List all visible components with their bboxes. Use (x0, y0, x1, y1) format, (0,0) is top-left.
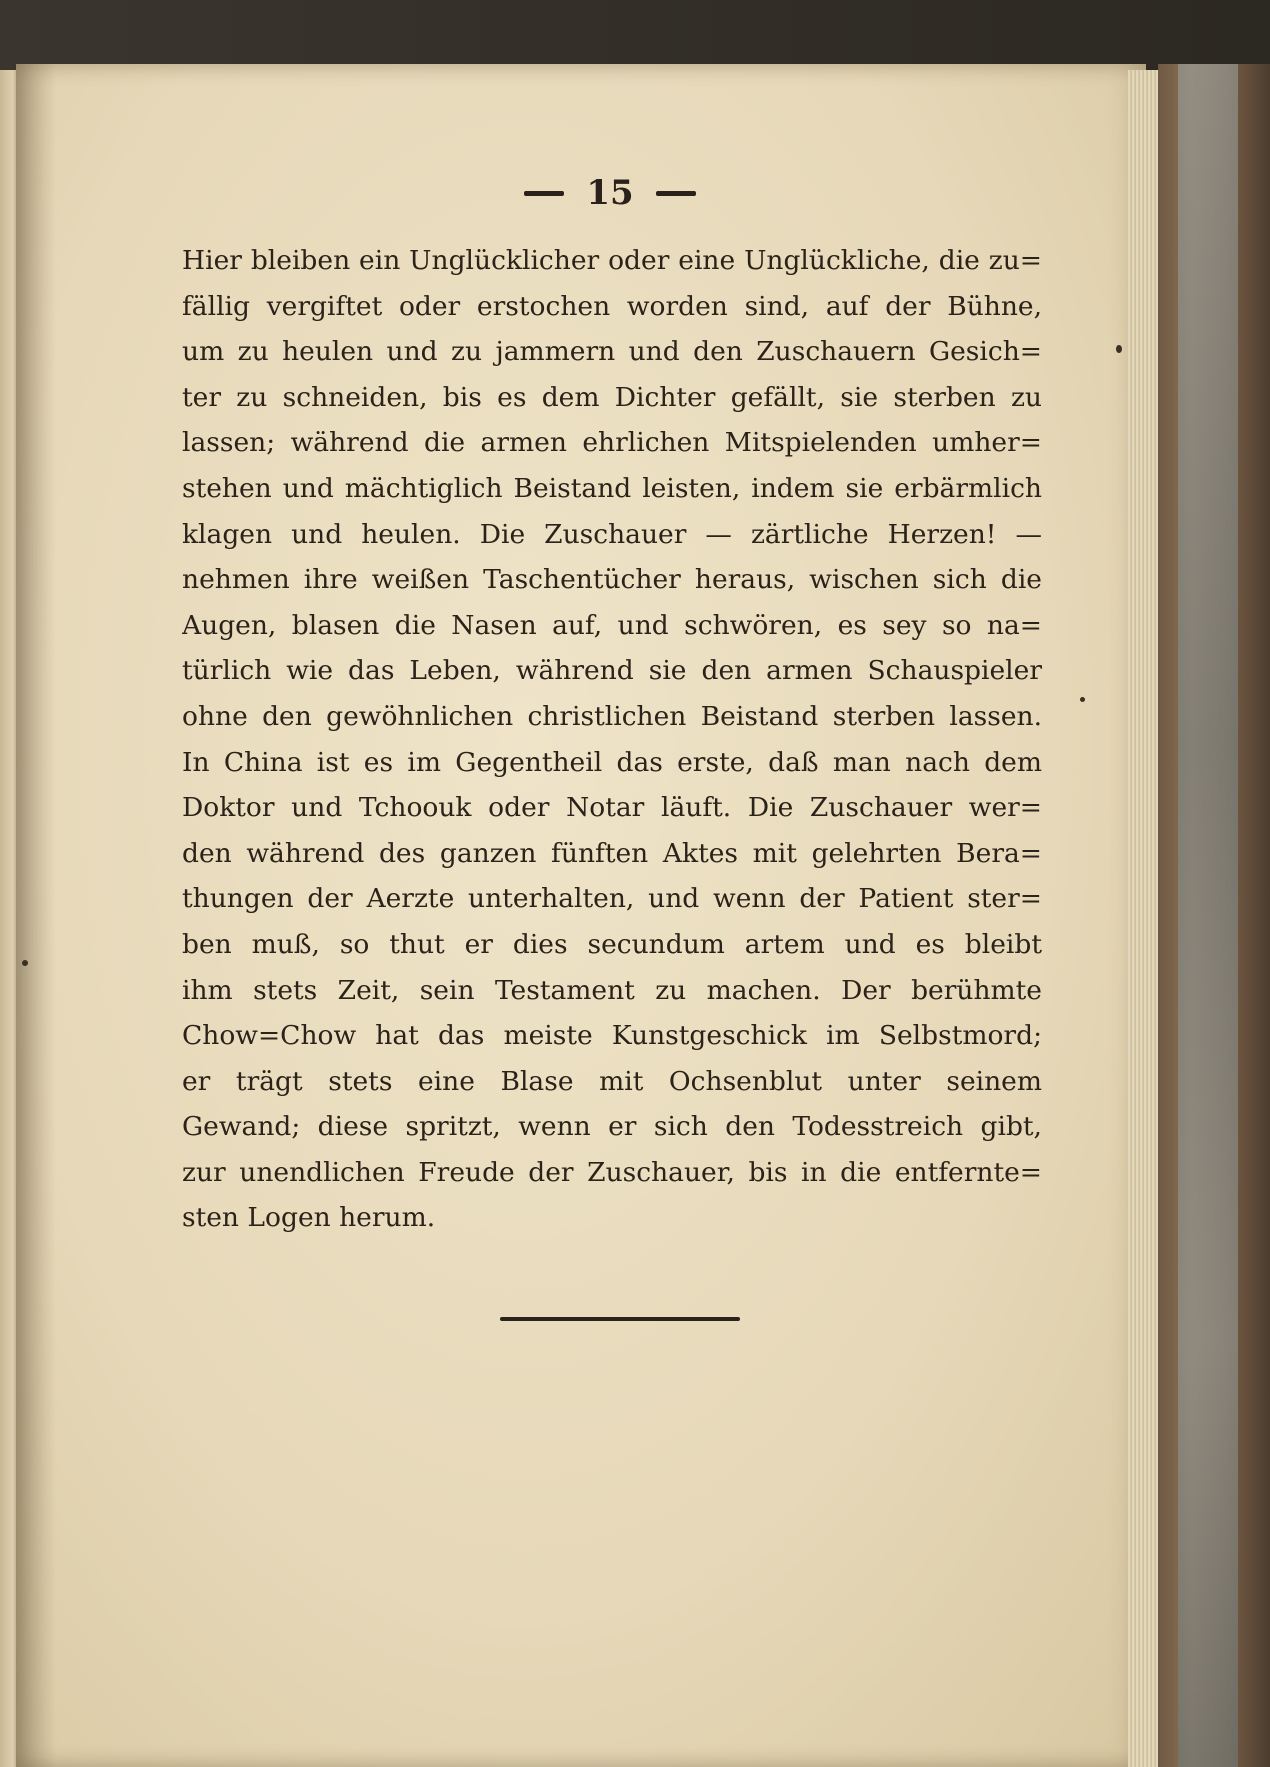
text-line: türlich wie das Leben, während sie den armen Schauspieler (182, 655, 1042, 687)
text-line: zur unendlichen Freude der Zuschauer, bis in die entfernte= (182, 1156, 1042, 1188)
text-line: thungen der Aerzte unterhalten, und wenn der Patient ster= (182, 883, 1042, 915)
body-text (182, 238, 1042, 1241)
text-line: klagen und heulen. Die Zuschauer — zärtliche Herzen! — (182, 518, 1042, 550)
text-line: Hier bleiben ein Unglücklicher oder eine Unglückliche, die zu= (182, 245, 1042, 276)
text-line: In China ist es im Gegentheil das erste, daß man nach dem (182, 746, 1042, 778)
cover-marbled-stripe (1178, 64, 1238, 1767)
text-line: Chow=Chow hat das meiste Kunstgeschick im Selbstmord; (182, 1020, 1042, 1052)
text-line: lassen; während die armen ehrlichen Mitspielenden umher= (182, 427, 1042, 459)
text-line: ihm stets Zeit, sein Testament zu machen. Der berühmte (182, 974, 1042, 1006)
text-line: Augen, blasen die Nasen auf, und schwören, es sey so na= (182, 609, 1042, 641)
text-line: stehen und mächtiglich Beistand leisten, indem sie erbärmlich (182, 472, 1042, 504)
paper-speck (1116, 345, 1122, 353)
page-header (500, 168, 720, 218)
text-line: den während des ganzen fünften Aktes mit gelehrten Bera= (182, 837, 1042, 869)
gutter-shadow (16, 64, 56, 1767)
text-line: um zu heulen und zu jammern und den Zuschauern Gesich= (182, 336, 1042, 368)
text-line: ben muß, so thut er dies secundum artem und es bleibt (182, 928, 1042, 960)
end-rule (500, 1317, 740, 1321)
text-line: er trägt stets eine Blase mit Ochsenblut unter seinem (182, 1065, 1042, 1097)
text-line: Doktor und Tchoouk oder Notar läuft. Die Zuschauer wer= (182, 792, 1042, 824)
paper-speck (22, 960, 28, 966)
paper-speck (1080, 697, 1085, 702)
text-line: ter zu schneiden, bis es dem Dichter gefällt, sie sterben zu (182, 381, 1042, 413)
text-line: ohne den gewöhnlichen christlichen Beistand sterben lassen. (182, 700, 1042, 732)
text-line: nehmen ihre weißen Taschentücher heraus, wischen sich die (182, 564, 1042, 596)
text-line: Gewand; diese spritzt, wenn er sich den Todesstreich gibt, (182, 1111, 1042, 1143)
page-fore-edge (1128, 70, 1158, 1767)
text-line: fällig vergiftet oder erstochen worden sind, auf der Bühne, (182, 290, 1042, 322)
text-line: sten Logen herum. (182, 1202, 436, 1234)
header-dash-left (524, 191, 564, 196)
page-number: 15 (586, 173, 634, 213)
header-dash-right (656, 191, 696, 196)
